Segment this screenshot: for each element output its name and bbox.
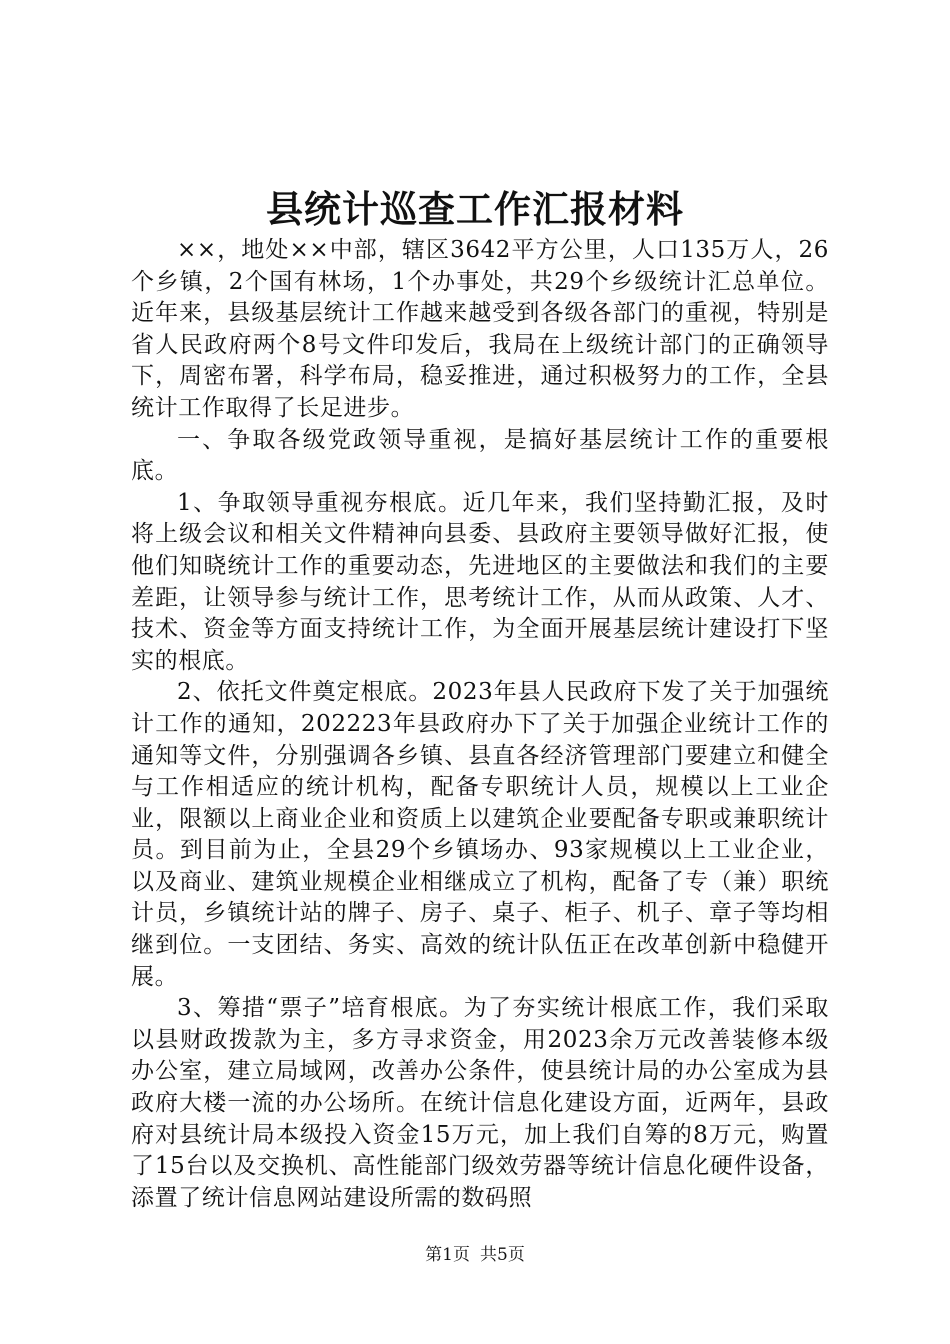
document-body	[131, 235, 829, 1214]
page-footer	[0, 1244, 950, 1266]
paragraph-item-1: 1、争取领导重视夯根底。近几年来，我们坚持勤汇报，及时将上级会议和相关文件精神向县委、县政府主要领导做好汇报，使他们知晓统计工作的重要动态，先进地区的主要做法和我们的主要差距，让领导参与统计工作，思考统计工作，从而从政策、人才、技术、资金等方面支持统计工作，为全面开展基层统计建设打下坚实的根底。	[131, 489, 829, 674]
paragraph-section-heading: 一、争取各级党政领导重视，是搞好基层统计工作的重要根底。	[131, 426, 829, 485]
paragraph-item-2: 2、依托文件奠定根底。2023年县人民政府下发了关于加强统计工作的通知，202223年县政府办下了关于加强企业统计工作的通知等文件，分别强调各乡镇、县直各经济管理部门要建立和健全与工作相适应的统计机构，配备专职统计人员，规模以上工业企业，限额以上商业企业和资质上以建筑企业要配备专职或兼职统计员。到目前为止，全县29个乡镇场办、93家规模以上工业企业，以及商业、建筑业规模企业相继成立了机构，配备了专（兼）职统计员，乡镇统计站的牌子、房子、桌子、柜子、机子、章子等均相继到位。一支团结、务实、高效的统计队伍正在改革创新中稳健开展。	[131, 679, 829, 990]
paragraph-intro: ××，地处××中部，辖区3642平方公里，人口135万人，26个乡镇，2个国有林场，1个办事处，共29个乡级统计汇总单位。近年来，县级基层统计工作越来越受到各级各部门的重视，特别是省人民政府两个8号文件印发后，我局在上级统计部门的正确领导下，周密布署，科学布局，稳妥推进，通过积极努力的工作，全县统计工作取得了长足进步。	[131, 237, 829, 421]
page-total: 共5页	[480, 1245, 525, 1265]
paragraph-item-3: 3、筹措“票子”培育根底。为了夯实统计根底工作，我们采取以县财政拨款为主，多方寻求资金，用2023余万元改善装修本级办公室，建立局域网，改善办公条件，使县统计局的办公室成为县政府大楼一流的办公场所。在统计信息化建设方面，近两年，县政府对县统计局本级投入资金15万元，加上我们自筹的8万元，购置了15台以及交换机、高性能部门级效劳器等统计信息化硬件设备，添置了统计信息网站建设所需的数码照	[131, 995, 829, 1211]
document-title: 县统计巡查工作汇报材料	[266, 187, 684, 231]
page-number: 第1页	[425, 1245, 470, 1265]
